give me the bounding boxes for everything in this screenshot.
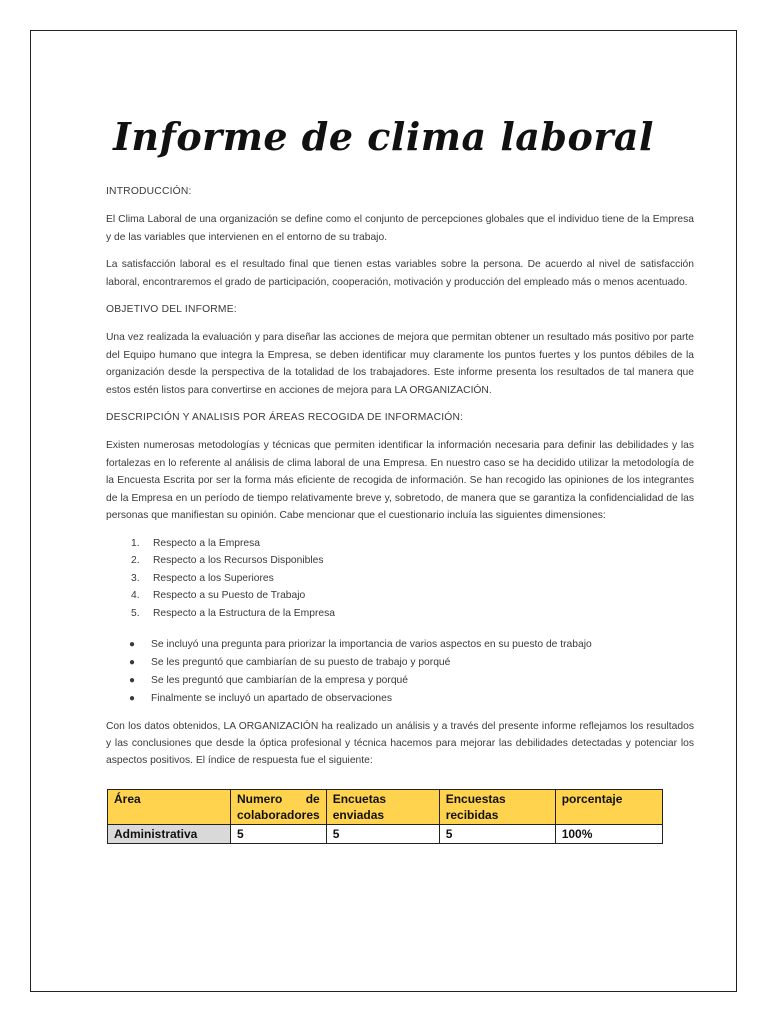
- objective-paragraph: Una vez realizada la evaluación y para diseñar las acciones de mejora que permitan obtener un resultado más positivo por parte del Equipo humano que integra la Empresa, se deben identificar muy claramente los puntos fuertes y los puntos débiles de la organización desde la perspectiva de la totalidad de los trabajadores. Este informe presenta los resultados de tal manera que estos estén listos para convertirse en acciones de mejora para LA ORGANIZACIÓN.: [106, 332, 694, 396]
- cell-colaboradores: 5: [231, 825, 327, 844]
- list-item: ● Finalmente se incluyó un apartado de observaciones: [129, 690, 694, 708]
- header-porcentaje: porcentaje: [555, 790, 662, 825]
- intro-paragraph-2: La satisfacción laboral es el resultado final que tienen estas variables sobre la persona. De acuerdo al nivel de satisfacción laboral, encontraremos el grado de participación, cooperación, motivación y producción del empleado más o menos acentuado.: [106, 259, 694, 288]
- cell-area: Administrativa: [108, 825, 231, 844]
- list-item: ● Se les preguntó que cambiarían de la empresa y porqué: [129, 672, 694, 690]
- questions-list: [106, 636, 694, 707]
- bullet-icon: ●: [129, 639, 136, 651]
- description-paragraph: Existen numerosas metodologías y técnicas que permiten identificar la información necesaria para definir las debilidades y las fortalezas en lo referente al análisis de clima laboral de una Empresa. En nuestro caso se ha decidido utilizar la metodología de la Encuesta Escrita por ser la forma más eficiente de recogida de información. Se han recogido las opiniones de los integrantes de la Empresa en un período de tiempo relativamente breve y, sobretodo, de manera que se garantiza la confidencialidad de las personas que manifiestan su opinión. Cabe mencionar que el cuestionario incluía las siguientes dimensiones:: [106, 440, 694, 522]
- list-item: 3. Respecto a los Superiores: [131, 572, 274, 584]
- response-rate-table: [107, 789, 663, 844]
- document-page: [30, 30, 737, 992]
- intro-heading: INTRODUCCIÓN:: [106, 186, 192, 197]
- document-title: Informe de clima laboral: [113, 114, 654, 159]
- description-heading: DESCRIPCIÓN Y ANALISIS POR ÁREAS RECOGIDA DE INFORMACIÓN:: [106, 412, 464, 424]
- bullet-icon: ●: [129, 657, 136, 669]
- header-recibidas: Encuestas recibidas: [439, 790, 555, 825]
- cell-recibidas: 5: [439, 825, 555, 844]
- bullet-icon: ●: [129, 692, 136, 704]
- intro-paragraph-1: El Clima Laboral de una organización se define como el conjunto de percepciones globales que el individuo tiene de la Empresa y de las variables que intervienen en el entorno de su trabajo.: [106, 214, 694, 243]
- header-area: Área: [108, 790, 231, 825]
- dimensions-list: [106, 535, 694, 623]
- table-header-row: [108, 790, 663, 825]
- list-item: 4. Respecto a su Puesto de Trabajo: [131, 590, 306, 602]
- cell-porcentaje: 100%: [555, 825, 662, 844]
- conclusion-paragraph: Con los datos obtenidos, LA ORGANIZACIÓN ha realizado un análisis y a través del presente informe reflejamos los resultados y las conclusiones que desde la óptica profesional y técnica hacemos para mejorar las debilidades detectadas y potenciar los aspectos positivos. El índice de respuesta fue el siguiente:: [106, 720, 694, 767]
- bullet-icon: ●: [129, 675, 136, 687]
- list-item: ● Se les preguntó que cambiarían de su puesto de trabajo y porqué: [129, 654, 694, 672]
- list-item: 2. Respecto a los Recursos Disponibles: [131, 555, 324, 567]
- table-row: [108, 825, 663, 844]
- list-item: 1. Respecto a la Empresa: [131, 537, 261, 549]
- header-enviadas: Encuetas enviadas: [326, 790, 439, 825]
- cell-enviadas: 5: [326, 825, 439, 844]
- list-item: 5. Respecto a la Estructura de la Empresa: [131, 607, 336, 619]
- list-item: ● Se incluyó una pregunta para priorizar la importancia de varios aspectos en su puesto de trabajo: [129, 636, 694, 654]
- objective-heading: OBJETIVO DEL INFORME:: [106, 304, 237, 316]
- header-colaboradores: Numero de colaboradores: [231, 790, 327, 825]
- document-body: [106, 183, 694, 780]
